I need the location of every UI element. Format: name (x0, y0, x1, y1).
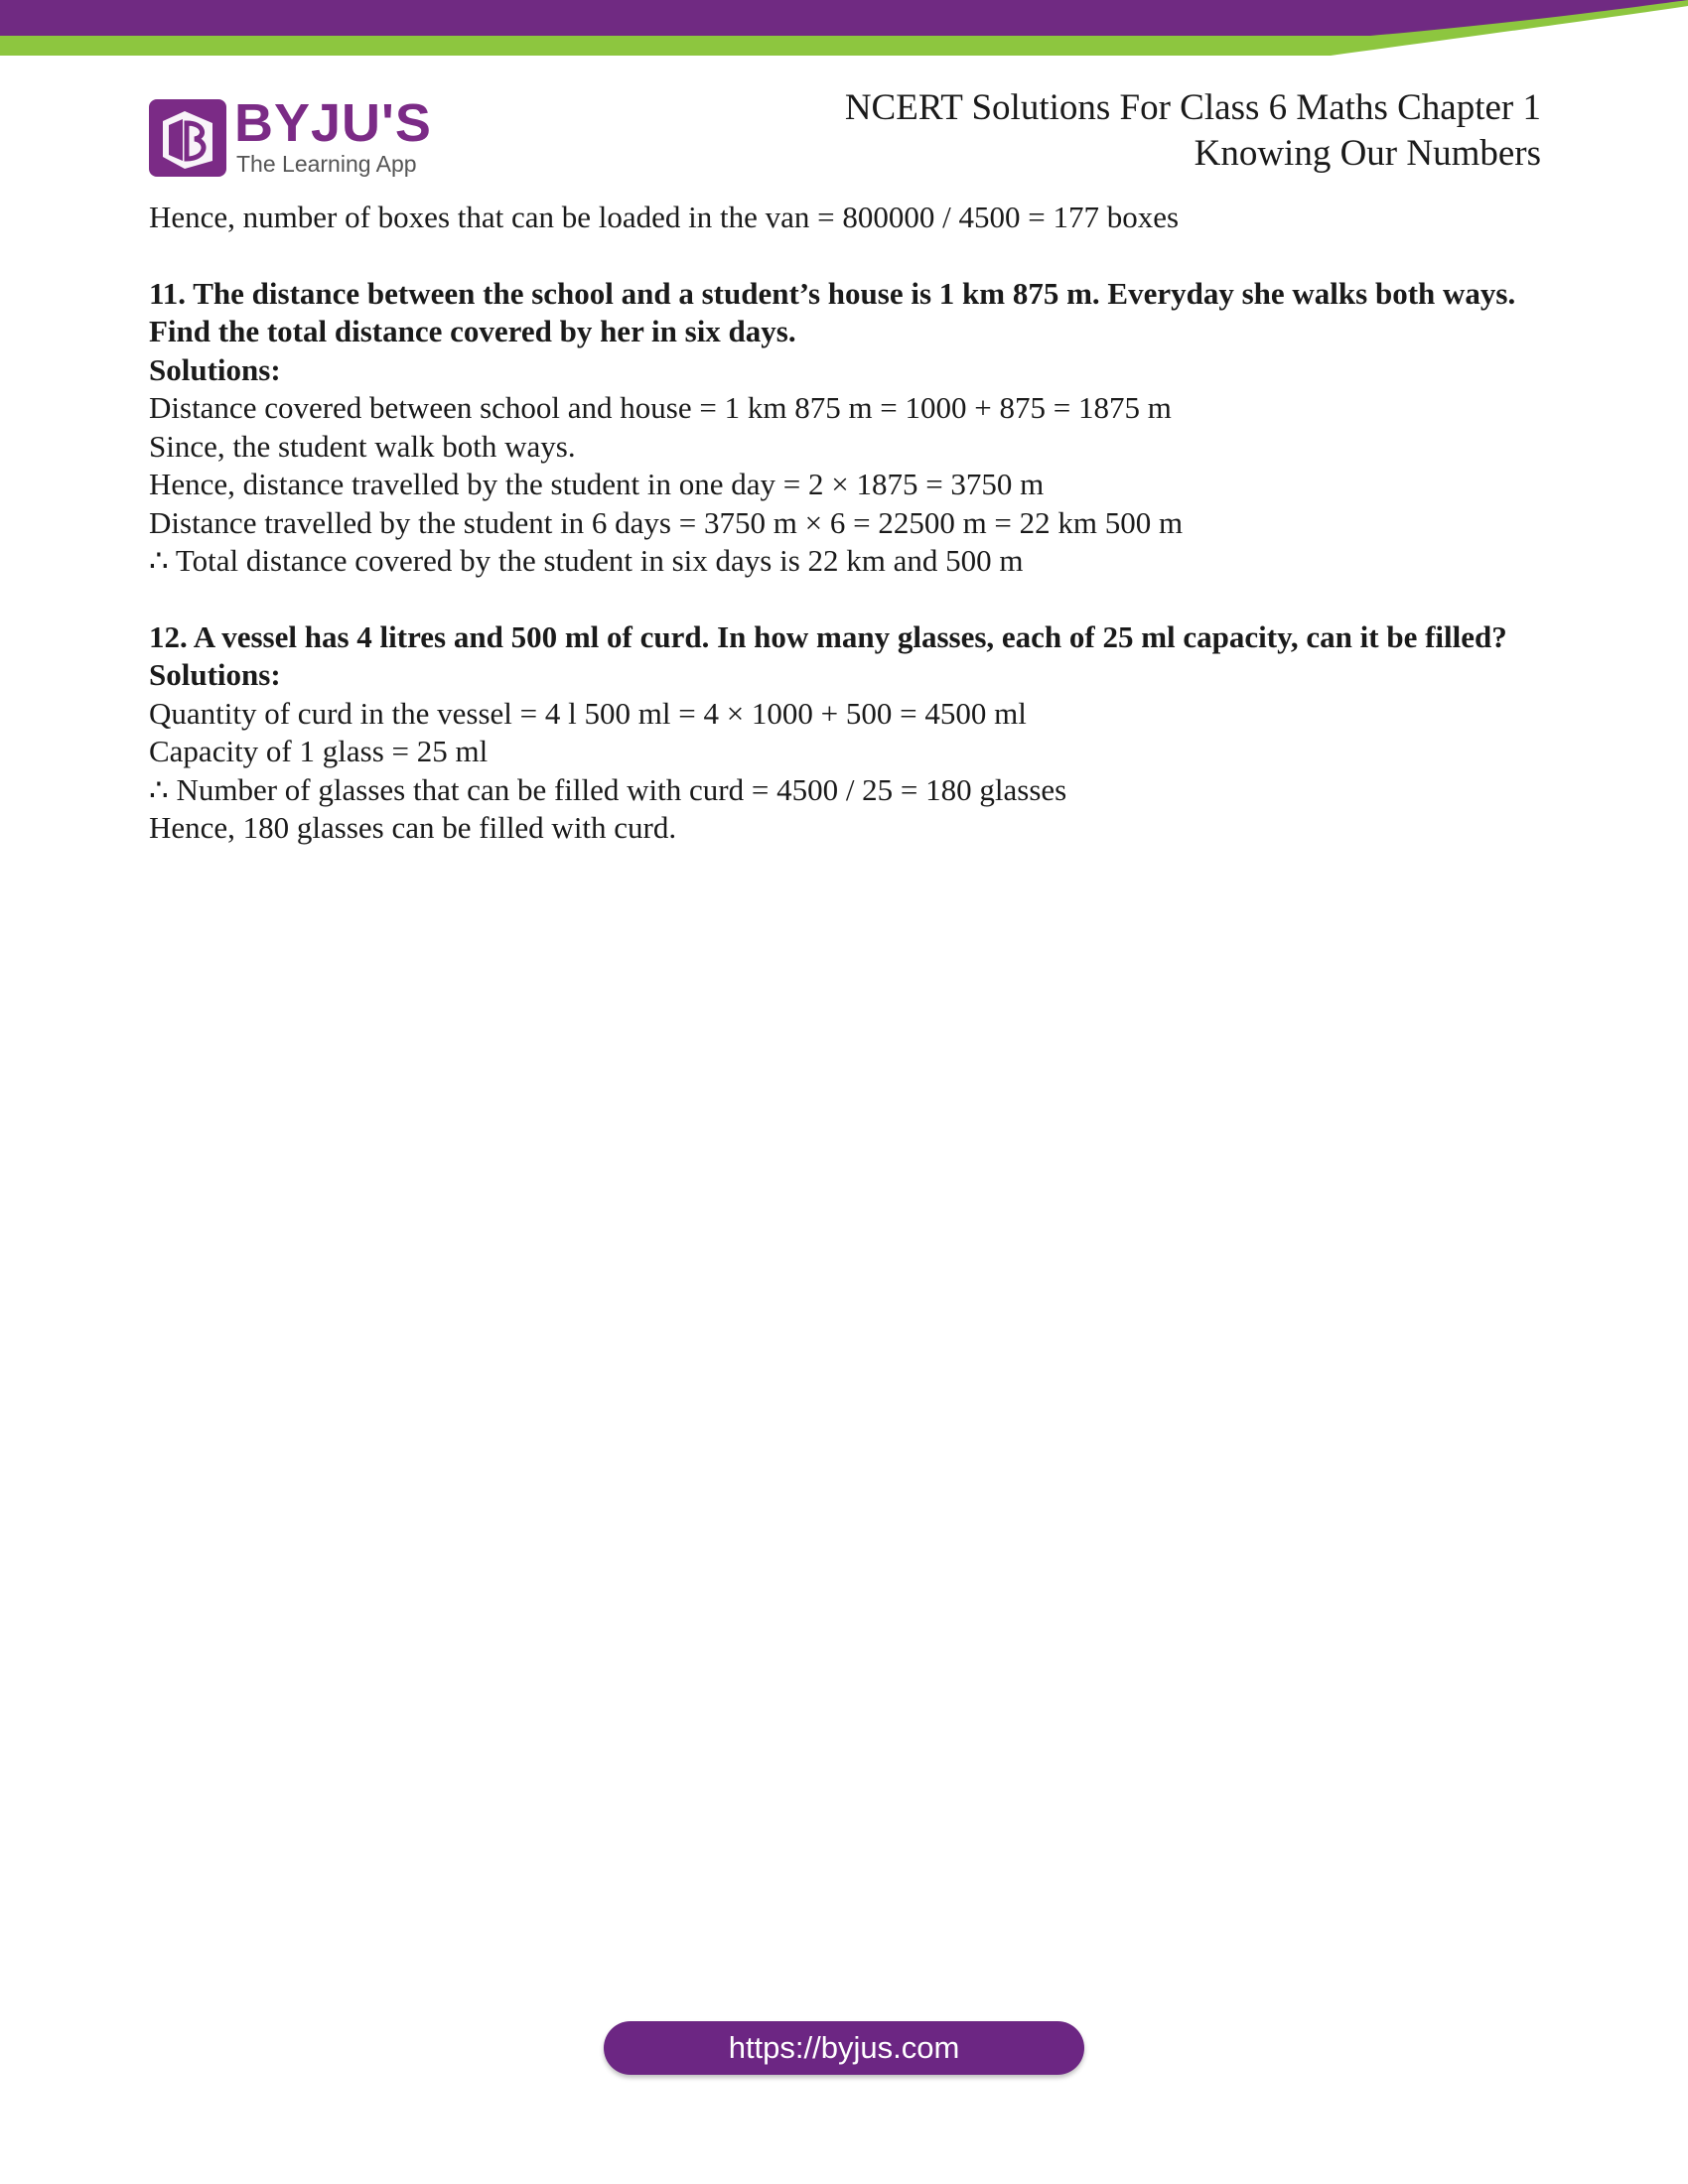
header-decorative-band (0, 0, 1688, 60)
solution-11-line-5: ∴ Total distance covered by the student in six days is 22 km and 500 m (149, 543, 1024, 578)
byjus-b-logo-icon (149, 99, 226, 177)
solution-11-line-2: Since, the student walk both ways. (149, 428, 576, 464)
brand-tagline: The Learning App (236, 151, 417, 177)
document-title (845, 85, 1541, 177)
document-title-line-1: NCERT Solutions For Class 6 Maths Chapter 1 (844, 87, 1541, 128)
document-title-line-2: Knowing Our Numbers (1194, 133, 1541, 174)
solution-11-line-4: Distance travelled by the student in 6 days = 3750 m × 6 = 22500 m = 22 km 500 m (149, 504, 1184, 540)
solution-11-line-1: Distance covered between school and house = 1 km 875 m = 1000 + 875 = 1875 m (149, 390, 1172, 425)
solution-12-line-4: Hence, 180 glasses can be filled with curd. (149, 810, 677, 845)
solution-12-line-1: Quantity of curd in the vessel = 4 l 500 ml = 4 × 1000 + 500 = 4500 ml (149, 695, 1027, 731)
intro-answer-line: Hence, number of boxes that can be loaded in the van = 800000 / 4500 = 177 boxes (149, 200, 1180, 234)
website-url[interactable]: https://byjus.com (728, 2030, 960, 2065)
solution-11-line-3: Hence, distance travelled by the student in one day = 2 × 1875 = 3750 m (149, 467, 1045, 501)
byjus-logo (149, 93, 437, 179)
website-link-pill[interactable] (604, 2021, 1084, 2075)
question-12: 12. A vessel has 4 litres and 500 ml of curd. In how many glasses, each of 25 ml capacity, can it be filled? (149, 618, 1507, 654)
solutions-label-11: Solutions: (149, 351, 281, 387)
solutions-label-12: Solutions: (149, 657, 281, 692)
question-11: 11. The distance between the school and a student’s house is 1 km 875 m. Everyday she walks both ways. Find the total distance covered by her in six days. (149, 275, 1516, 348)
solution-12-line-3: ∴ Number of glasses that can be filled with curd = 4500 / 25 = 180 glasses (149, 771, 1067, 807)
page-content (149, 199, 1549, 848)
solution-12-line-2: Capacity of 1 glass = 25 ml (149, 734, 489, 768)
brand-name: BYJU'S (234, 93, 432, 153)
